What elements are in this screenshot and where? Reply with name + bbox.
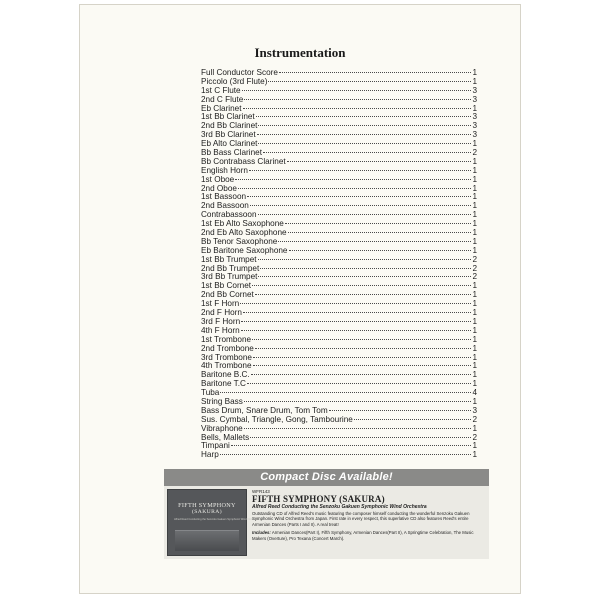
- part-name: Bass Drum, Snare Drum, Tom Tom: [201, 405, 328, 415]
- part-name: 1st Oboe: [201, 174, 235, 184]
- cd-includes-label: Includes:: [252, 530, 271, 536]
- part-name: Bb Bass Clarinet: [201, 148, 262, 158]
- dot-leader: [258, 125, 471, 126]
- part-quantity: 1: [472, 165, 477, 175]
- cd-promo: [164, 486, 489, 559]
- part-quantity: 1: [472, 334, 477, 344]
- part-quantity: 1: [472, 68, 477, 77]
- instrumentation-list: [201, 69, 477, 460]
- part-name: Bb Contrabass Clarinet: [201, 156, 286, 166]
- part-row: [201, 309, 477, 318]
- part-name: Bb Tenor Saxophone: [201, 236, 278, 246]
- part-quantity: 2: [472, 148, 477, 158]
- part-quantity: 1: [472, 450, 477, 460]
- part-name: 4th F Horn: [201, 325, 240, 335]
- part-quantity: 1: [472, 210, 477, 220]
- dot-leader: [241, 321, 471, 322]
- dot-leader: [255, 294, 471, 295]
- dot-leader: [253, 365, 471, 366]
- page-title: Instrumentation: [254, 45, 346, 60]
- dot-leader: [243, 108, 471, 109]
- part-quantity: 1: [472, 290, 477, 300]
- part-quantity: 1: [472, 308, 477, 318]
- cd-cover-artwork: [175, 530, 239, 551]
- part-row: [201, 434, 477, 443]
- dot-leader: [268, 81, 471, 82]
- dot-leader: [289, 250, 472, 251]
- part-quantity: 3: [472, 94, 477, 104]
- part-name: 1st Trombone: [201, 334, 252, 344]
- part-quantity: 1: [472, 76, 477, 86]
- part-quantity: 1: [472, 423, 477, 433]
- part-name: Baritone B.C.: [201, 370, 250, 380]
- part-quantity: 1: [472, 245, 477, 255]
- part-name: 1st Bb Clarinet: [201, 112, 255, 122]
- dot-leader: [258, 259, 471, 260]
- dot-leader: [287, 161, 471, 162]
- part-name: Baritone T.C: [201, 379, 246, 389]
- dot-leader: [260, 268, 471, 269]
- dot-leader: [258, 276, 471, 277]
- dot-leader: [243, 312, 471, 313]
- part-name: 1st Eb Alto Saxophone: [201, 219, 284, 229]
- part-name: Eb Clarinet: [201, 103, 242, 113]
- part-quantity: 1: [472, 361, 477, 371]
- part-name: 2nd Bassoon: [201, 201, 249, 211]
- dot-leader: [247, 196, 471, 197]
- part-name: 2nd C Flute: [201, 94, 244, 104]
- dot-leader: [285, 223, 471, 224]
- dot-leader: [240, 303, 471, 304]
- part-quantity: 1: [472, 201, 477, 211]
- dot-leader: [250, 205, 471, 206]
- part-quantity: 2: [472, 432, 477, 442]
- part-quantity: 1: [472, 379, 477, 389]
- dot-leader: [220, 454, 471, 455]
- cd-subtitle: Alfred Reed Conducting the Senzoku Gakuen Symphonic Wind Orchestra: [252, 504, 427, 510]
- part-quantity: 1: [472, 441, 477, 451]
- part-name: 1st F Horn: [201, 299, 240, 309]
- cd-cover-title: FIFTH SYMPHONY: [178, 502, 236, 509]
- part-quantity: 1: [472, 370, 477, 380]
- part-quantity: 1: [472, 236, 477, 246]
- dot-leader: [258, 143, 471, 144]
- dot-leader: [238, 188, 471, 189]
- dot-leader: [257, 134, 471, 135]
- dot-leader: [263, 152, 471, 153]
- dot-leader: [278, 241, 471, 242]
- dot-leader: [251, 374, 471, 375]
- part-quantity: 3: [472, 121, 477, 131]
- part-row: [201, 442, 477, 451]
- part-quantity: 1: [472, 316, 477, 326]
- dot-leader: [235, 179, 471, 180]
- part-quantity: 4: [472, 388, 477, 398]
- part-quantity: 2: [472, 263, 477, 273]
- part-name: 4th Trombone: [201, 361, 252, 371]
- part-quantity: 1: [472, 139, 477, 149]
- part-name: 3rd Trombone: [201, 352, 252, 362]
- part-quantity: 1: [472, 343, 477, 353]
- part-quantity: 3: [472, 112, 477, 122]
- part-name: 2nd Oboe: [201, 183, 237, 193]
- part-quantity: 1: [472, 281, 477, 291]
- part-quantity: 1: [472, 396, 477, 406]
- part-name: 2nd Bb Clarinet: [201, 121, 258, 131]
- part-row: [201, 318, 477, 327]
- part-name: 2nd Trombone: [201, 343, 254, 353]
- cd-includes-text: Armenian Dances(Part I), Fifth Symphony, Armenian Dances(Part II), A Springtime Celebration, The Music Makers (Overture), Pro Texana (Concert March).: [252, 530, 474, 541]
- dot-leader: [329, 410, 471, 411]
- part-name: 2nd Bb Trumpet: [201, 263, 260, 273]
- part-name: Tuba: [201, 388, 220, 398]
- cd-includes: [252, 530, 484, 541]
- dot-leader: [252, 339, 471, 340]
- part-name: 2nd Bb Cornet: [201, 290, 254, 300]
- part-quantity: 1: [472, 174, 477, 184]
- part-quantity: 3: [472, 130, 477, 140]
- part-quantity: 2: [472, 272, 477, 282]
- part-name: Sus. Cymbal, Triangle, Gong, Tambourine: [201, 414, 353, 424]
- part-name: Eb Alto Clarinet: [201, 139, 258, 149]
- part-row: [201, 291, 477, 300]
- dot-leader: [253, 357, 471, 358]
- dot-leader: [256, 116, 471, 117]
- part-name: 2nd Eb Alto Saxophone: [201, 228, 287, 238]
- part-quantity: 1: [472, 156, 477, 166]
- dot-leader: [354, 419, 471, 420]
- part-quantity: 2: [472, 254, 477, 264]
- part-name: Timpani: [201, 441, 230, 451]
- dot-leader: [258, 214, 471, 215]
- dot-leader: [249, 170, 471, 171]
- part-name: 1st Bassoon: [201, 192, 247, 202]
- part-row: [201, 300, 477, 309]
- part-name: Contrabassoon: [201, 210, 257, 220]
- part-row: [201, 451, 477, 460]
- part-name: Full Conductor Score: [201, 68, 278, 77]
- part-row: [201, 176, 477, 185]
- part-name: 1st C Flute: [201, 85, 241, 95]
- cd-title: FIFTH SYMPHONY (SAKURA): [252, 494, 385, 504]
- part-name: 3rd Bb Clarinet: [201, 130, 256, 140]
- dot-leader: [231, 445, 471, 446]
- dot-leader: [242, 90, 471, 91]
- part-quantity: 1: [472, 183, 477, 193]
- part-row: [201, 380, 477, 389]
- part-quantity: 1: [472, 299, 477, 309]
- dot-leader: [250, 437, 471, 438]
- part-name: 1st Bb Cornet: [201, 281, 252, 291]
- part-quantity: 1: [472, 219, 477, 229]
- cd-cover-subtitle: (SAKURA): [192, 509, 222, 515]
- cd-description: Outstanding CD of Alfred Reed's music featuring the composer himself conducting the wonderful Senzoku Gakuen Symphonic Wind Orchestra from Japan. First rate in every respect, this superlative CD also features Reed's entire Armenian Dances (Parts I and II). A real treat!: [252, 511, 470, 527]
- dot-leader: [247, 383, 471, 384]
- part-quantity: 3: [472, 85, 477, 95]
- score-page: [79, 4, 521, 594]
- part-row: [201, 78, 477, 87]
- dot-leader: [255, 348, 471, 349]
- part-quantity: 1: [472, 228, 477, 238]
- part-name: Eb Baritone Saxophone: [201, 245, 288, 255]
- part-quantity: 1: [472, 103, 477, 113]
- part-row: [201, 96, 477, 105]
- dot-leader: [288, 232, 471, 233]
- cd-details: [252, 489, 484, 541]
- part-name: 1st Bb Trumpet: [201, 254, 257, 264]
- cd-cover-line: Alfred Reed Conducting the Senzoku Gakuen Symphonic Wind Orchestra: [174, 518, 259, 521]
- cd-cover-image: [167, 489, 259, 556]
- part-quantity: 2: [472, 414, 477, 424]
- dot-leader: [252, 285, 471, 286]
- part-name: String Bass: [201, 396, 243, 406]
- part-name: Vibraphone: [201, 423, 243, 433]
- part-name: Bells, Mallets: [201, 432, 250, 442]
- cd-banner: Compact Disc Available!: [164, 469, 489, 486]
- part-quantity: 1: [472, 352, 477, 362]
- part-name: Piccolo (3rd Flute): [201, 76, 268, 86]
- part-name: 3rd Bb Trumpet: [201, 272, 258, 282]
- dot-leader: [244, 99, 471, 100]
- part-name: Harp: [201, 450, 219, 460]
- part-quantity: 1: [472, 325, 477, 335]
- dot-leader: [244, 401, 471, 402]
- part-name: 2nd F Horn: [201, 308, 242, 318]
- cd-catalog-code: WFR143: [252, 489, 270, 494]
- dot-leader: [279, 72, 471, 73]
- part-name: 3rd F Horn: [201, 316, 241, 326]
- dot-leader: [241, 330, 471, 331]
- part-quantity: 1: [472, 192, 477, 202]
- dot-leader: [220, 392, 471, 393]
- part-name: English Horn: [201, 165, 248, 175]
- part-quantity: 3: [472, 405, 477, 415]
- part-row: [201, 167, 477, 176]
- dot-leader: [244, 428, 471, 429]
